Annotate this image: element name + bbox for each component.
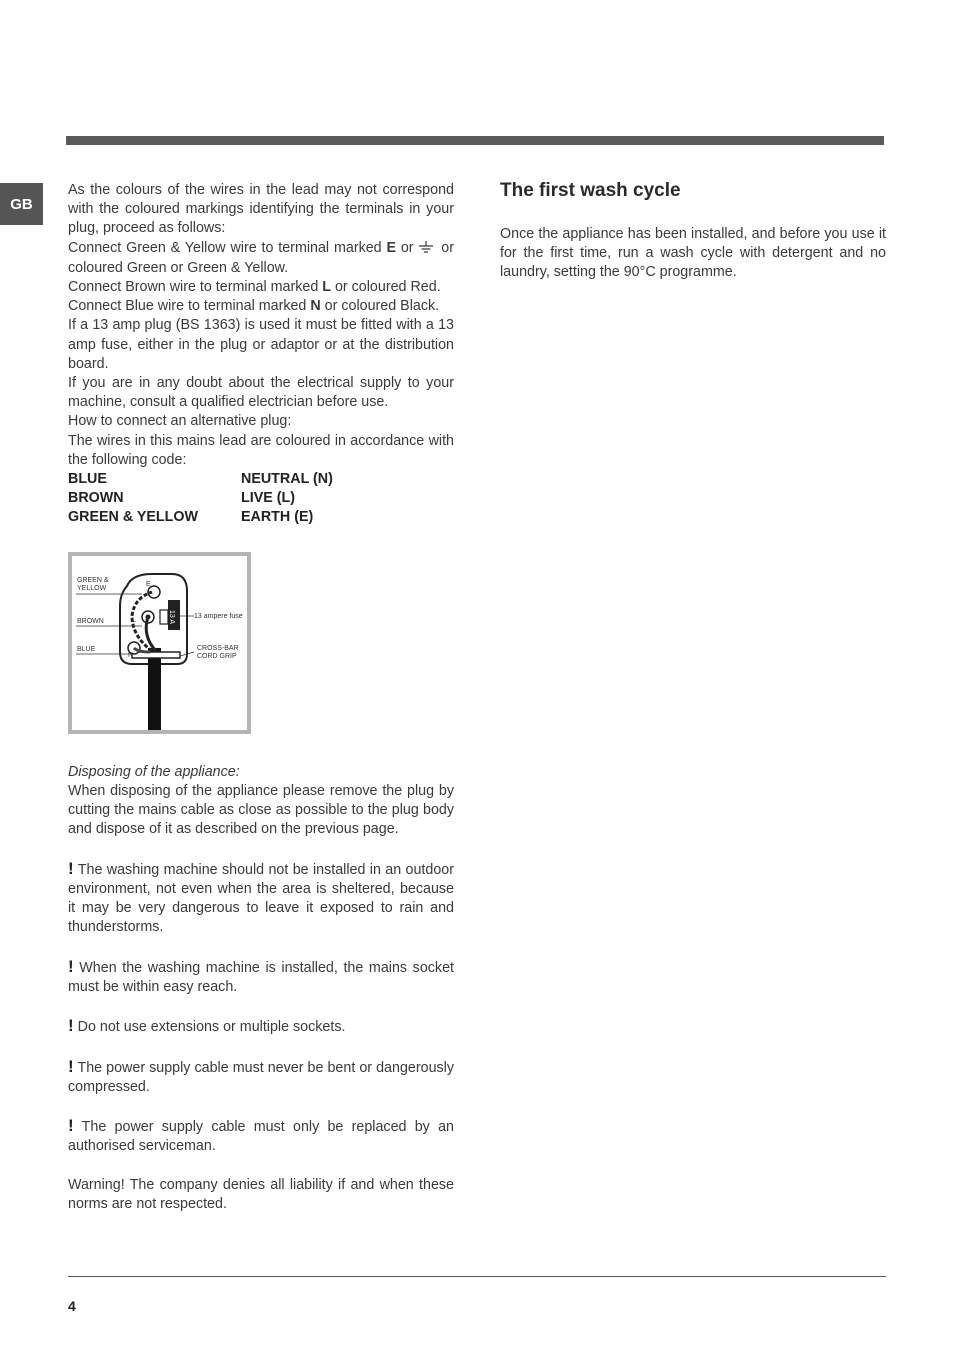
footer-rule [68, 1276, 886, 1277]
fuse-text: 13 A [168, 609, 175, 624]
left-column [68, 181, 454, 1214]
fuse-paragraph: If a 13 amp plug (BS 1363) is used it must be fitted with a 13 amp fuse, either in the plug or adaptor or at the distribution board. [68, 317, 454, 372]
alt-plug-heading: How to connect an alternative plug: [68, 413, 292, 430]
warning-icon: ! [68, 956, 74, 976]
label-brown: BROWN [77, 617, 104, 625]
earth-instruction: Connect Green & Yellow wire to terminal marked E or or coloured Green or Green & Yellow. [68, 239, 454, 276]
language-tab: GB [0, 183, 43, 225]
mains-cable [148, 648, 161, 730]
warning-icon: ! [68, 1056, 74, 1076]
page-number: 4 [68, 1298, 76, 1314]
warning-cable-replace: ! The power supply cable must only be replaced by an authorised serviceman. [68, 1116, 454, 1155]
terminal-l-label: L [132, 616, 136, 624]
first-wash-text: Once the appliance has been installed, and before you use it for the first time, run a wash cycle with detergent and no laundry, setting the 90°C programme. [500, 226, 886, 281]
warning-icon: ! [68, 1016, 74, 1036]
intro-paragraph: As the colours of the wires in the lead may not correspond with the coloured markings identifying the terminals in your plug, proceed as follows: [68, 182, 454, 237]
label-green-yellow-2: YELLOW [77, 584, 107, 592]
label-blue: BLUE [77, 645, 96, 653]
warning-icon: ! [68, 1116, 74, 1136]
liability-warning: Warning! The company denies all liability if and when these norms are not respected. [68, 1176, 454, 1213]
disposal-text: When disposing of the appliance please remove the plug by cutting the mains cable as close as possible to the plug body and dispose of it as described on the previous page. [68, 782, 454, 838]
wire-colour: BLUE [68, 471, 107, 488]
terminal-n-label: N [128, 651, 134, 659]
terminal-e-label: E [146, 580, 151, 588]
neutral-instruction: Connect Blue wire to terminal marked N or coloured Black. [68, 298, 440, 315]
warning-outdoor: ! The washing machine should not be installed in an outdoor environment, not even when the area is sheltered, because it may be very dangerous to leave it exposed to rain and thunderstorms. [68, 858, 454, 936]
live-instruction: Connect Brown wire to terminal marked L or coloured Red. [68, 279, 441, 296]
cord-grip-bar [132, 652, 180, 658]
right-column [500, 179, 886, 283]
wire-colour: BROWN [68, 490, 124, 507]
disposal-heading: Disposing of the appliance: [68, 763, 240, 780]
wire-meaning: LIVE (L) [241, 490, 296, 507]
wire-colour: GREEN & YELLOW [68, 509, 199, 526]
electrician-paragraph: If you are in any doubt about the electrical supply to your machine, consult a qualified electrician before use. [68, 375, 454, 411]
wire-meaning: EARTH (E) [241, 509, 314, 526]
wire-meaning: NEUTRAL (N) [241, 471, 333, 488]
label-crossbar-2: CORD GRIP [197, 652, 237, 660]
section-heading: The first wash cycle [500, 180, 681, 201]
warning-extensions: ! Do not use extensions or multiple sockets. [68, 1016, 346, 1036]
warning-icon: ! [68, 858, 74, 878]
label-crossbar-1: CROSS-BAR [197, 644, 239, 652]
earth-ground-icon [418, 240, 436, 259]
plug-wiring-diagram [68, 552, 251, 734]
warning-socket: ! When the washing machine is installed, the mains socket must be within easy reach. [68, 956, 454, 995]
label-green-yellow-1: GREEN & [77, 576, 109, 584]
warning-cable-bent: ! The power supply cable must never be bent or dangerously compressed. [68, 1056, 454, 1095]
colour-code-intro: The wires in this mains lead are coloured in accordance with the following code: [68, 432, 454, 468]
wire-code-table [68, 470, 454, 528]
header-rule [66, 136, 884, 145]
label-fuse: 13 ampere fuse [194, 612, 243, 620]
